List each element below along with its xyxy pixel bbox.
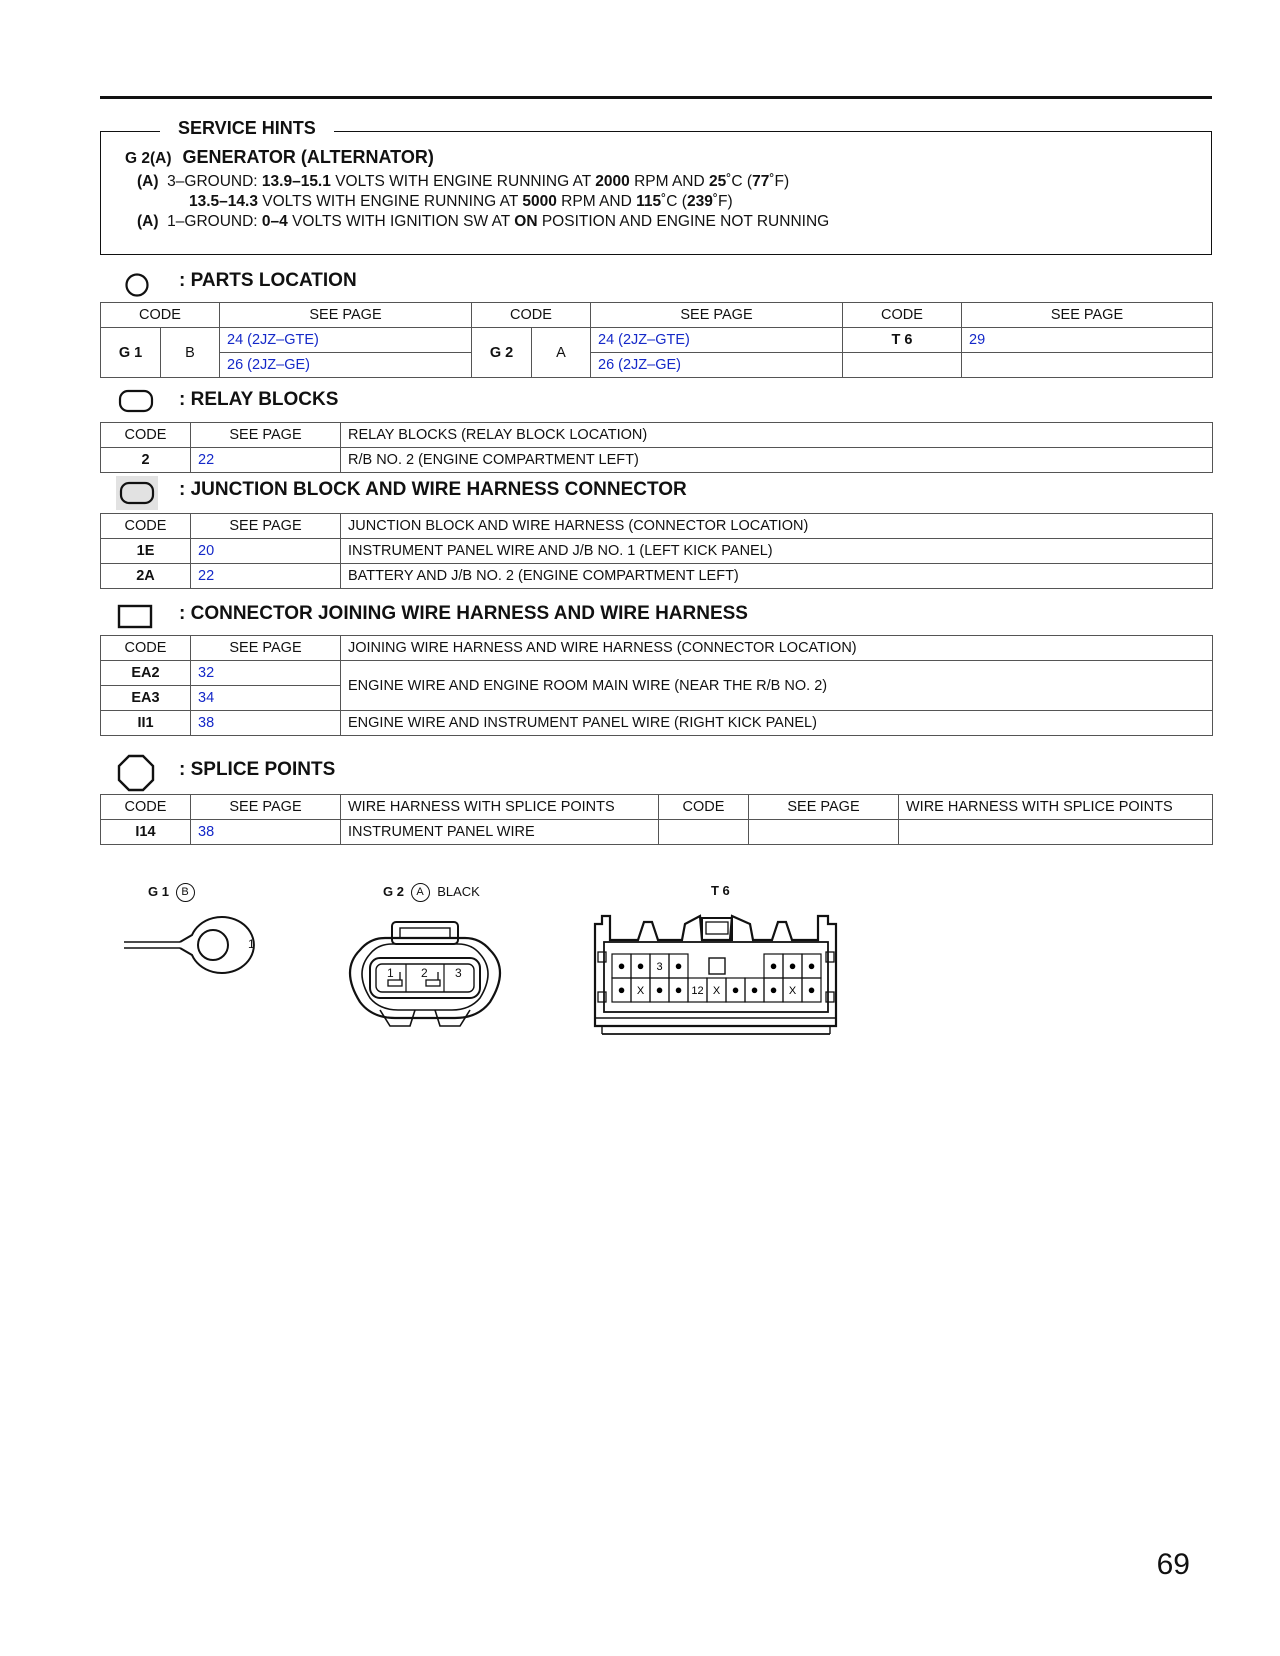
row-description: R/B NO. 2 (ENGINE COMPARTMENT LEFT): [341, 448, 1213, 473]
service-hints-title: SERVICE HINTS: [160, 118, 334, 139]
row-description: ENGINE WIRE AND ENGINE ROOM MAIN WIRE (NEAR THE R/B NO. 2): [341, 661, 1213, 711]
connector-code: G 2: [383, 883, 404, 899]
header-see-page: SEE PAGE: [962, 303, 1213, 328]
connector-g1-label: [148, 883, 195, 902]
hint-line-3: [137, 213, 829, 231]
header-see-page: SEE PAGE: [220, 303, 472, 328]
hint-value: 0–4: [261, 213, 288, 230]
empty-cell: [899, 820, 1213, 845]
table-row: [101, 661, 1213, 686]
hint-text: RPM AND: [561, 193, 632, 210]
header-code: CODE: [659, 795, 749, 820]
table-row: [101, 328, 1213, 353]
component-code: G 2(A): [125, 150, 172, 167]
t6-cavity-label: ●: [674, 982, 683, 997]
page-link-t6[interactable]: 29: [962, 328, 1213, 353]
splice-points-octagon-icon: [116, 753, 156, 793]
splice-points-table: [100, 794, 1213, 845]
page-link-g1-gte[interactable]: 24 (2JZ–GTE): [220, 328, 472, 353]
top-rule: [100, 96, 1212, 99]
t6-lock-tab: [709, 958, 725, 974]
component-name: GENERATOR (ALTERNATOR): [182, 147, 434, 167]
parts-location-circle-icon: [124, 272, 150, 298]
relay-blocks-table: [100, 422, 1213, 473]
row-description: BATTERY AND J/B NO. 2 (ENGINE COMPARTMENT LEFT): [341, 564, 1213, 589]
header-code: CODE: [472, 303, 591, 328]
hint-value: ON: [514, 213, 538, 230]
page-link[interactable]: 32: [191, 661, 341, 686]
hint-value: 77: [752, 173, 770, 190]
connector-letter-badge: A: [411, 883, 430, 902]
connector-color: BLACK: [437, 883, 480, 899]
hint-text: VOLTS WITH IGNITION SW AT: [292, 213, 510, 230]
header-code: CODE: [101, 423, 191, 448]
connector-g2-pin-3: 3: [455, 966, 462, 980]
junction-blocks-title: : JUNCTION BLOCK AND WIRE HARNESS CONNECTOR: [179, 479, 687, 500]
relay-blocks-title: : RELAY BLOCKS: [179, 389, 339, 410]
parts-location-table: [100, 302, 1213, 378]
hint-text: 1–GROUND:: [167, 213, 258, 230]
header-code: CODE: [101, 795, 191, 820]
hint-value: 13.5–14.3: [189, 193, 258, 210]
page-link-g2-ge[interactable]: 26 (2JZ–GE): [591, 353, 843, 378]
row-description: INSTRUMENT PANEL WIRE AND J/B NO. 1 (LEFT KICK PANEL): [341, 539, 1213, 564]
connector-joining-title: : CONNECTOR JOINING WIRE HARNESS AND WIRE HARNESS: [179, 603, 748, 624]
junction-blocks-table: [100, 513, 1213, 589]
t6-cavity-label: ●: [617, 982, 626, 997]
hint-value: 13.9–15.1: [261, 173, 331, 190]
row-code: 1E: [101, 539, 191, 564]
splice-points-title: : SPLICE POINTS: [179, 759, 336, 780]
connector-g2-pin-2: 2: [421, 966, 428, 980]
header-see-page: SEE PAGE: [591, 303, 843, 328]
row-description: INSTRUMENT PANEL WIRE: [341, 820, 659, 845]
table-row: [101, 564, 1213, 589]
code-g1-sub: B: [161, 328, 220, 378]
t6-cavity-label: ●: [750, 982, 759, 997]
header-code: CODE: [101, 514, 191, 539]
header-see-page: SEE PAGE: [191, 795, 341, 820]
connector-g1-pin: 1: [248, 937, 255, 951]
t6-cavity-label: ●: [807, 958, 816, 973]
connector-code: G 1: [148, 883, 169, 899]
row-description: ENGINE WIRE AND INSTRUMENT PANEL WIRE (RIGHT KICK PANEL): [341, 711, 1213, 736]
hint-value: 5000: [522, 193, 557, 210]
header-code: CODE: [101, 636, 191, 661]
t6-cavity-label: ●: [617, 958, 626, 973]
connector-g2-label: [383, 883, 480, 902]
t6-cavity-label: ●: [731, 982, 740, 997]
t6-cavity-label: ●: [769, 958, 778, 973]
table-header-row: [101, 795, 1213, 820]
header-see-page: SEE PAGE: [191, 423, 341, 448]
t6-cavity-label: ●: [674, 958, 683, 973]
row-code: II1: [101, 711, 191, 736]
empty-cell: [749, 820, 899, 845]
hint-text: ˚C (: [726, 173, 753, 190]
hint-text: RPM AND: [634, 173, 705, 190]
connector-letter-badge: B: [176, 883, 195, 902]
header-see-page: SEE PAGE: [191, 514, 341, 539]
header-see-page: SEE PAGE: [749, 795, 899, 820]
connector-joining-table: [100, 635, 1213, 736]
hint-value: 115: [636, 193, 662, 210]
table-header-row: [101, 514, 1213, 539]
page-link-g1-ge[interactable]: 26 (2JZ–GE): [220, 353, 472, 378]
connector-joining-icon: [117, 603, 155, 631]
empty-cell: [659, 820, 749, 845]
header-code: CODE: [101, 303, 220, 328]
parts-location-title: : PARTS LOCATION: [179, 270, 357, 291]
connector-t6-housing-diagram: [590, 912, 852, 1042]
hint-value: 239: [686, 193, 713, 210]
page-link[interactable]: 34: [191, 686, 341, 711]
table-header-row: [101, 636, 1213, 661]
t6-cavity-label: ●: [636, 958, 645, 973]
code-g1: G 1: [101, 328, 161, 378]
table-row: [101, 539, 1213, 564]
t6-cavity-label: X: [788, 985, 797, 997]
code-g2-sub: A: [532, 328, 591, 378]
hint-line-2: [189, 193, 733, 211]
hint-text: VOLTS WITH ENGINE RUNNING AT: [335, 173, 591, 190]
hint-text: POSITION AND ENGINE NOT RUNNING: [541, 213, 830, 230]
hint-prefix: (A): [137, 173, 159, 190]
code-t6: T 6: [843, 328, 962, 353]
hint-text: ˚F): [769, 173, 790, 190]
header-description: JUNCTION BLOCK AND WIRE HARNESS (CONNECTOR LOCATION): [341, 514, 1213, 539]
header-see-page: SEE PAGE: [191, 636, 341, 661]
header-description: JOINING WIRE HARNESS AND WIRE HARNESS (CONNECTOR LOCATION): [341, 636, 1213, 661]
row-code: 2: [101, 448, 191, 473]
row-code: I14: [101, 820, 191, 845]
table-row: [101, 820, 1213, 845]
hint-text: VOLTS WITH ENGINE RUNNING AT: [262, 193, 519, 210]
table-row: [101, 353, 1213, 378]
hint-prefix: (A): [137, 213, 159, 230]
t6-cavity-label: 12: [691, 985, 704, 997]
hint-text: ˚F): [712, 193, 733, 210]
header-description: WIRE HARNESS WITH SPLICE POINTS: [341, 795, 659, 820]
page-link[interactable]: 38: [191, 820, 341, 845]
t6-cavity-label: ●: [788, 958, 797, 973]
hint-value: 2000: [595, 173, 630, 190]
row-code: 2A: [101, 564, 191, 589]
page-link[interactable]: 38: [191, 711, 341, 736]
table-row: [101, 448, 1213, 473]
header-description: RELAY BLOCKS (RELAY BLOCK LOCATION): [341, 423, 1213, 448]
empty-cell: [843, 353, 962, 378]
hint-line-1: [137, 173, 789, 191]
hint-value: 25: [709, 173, 727, 190]
page-number: 69: [1156, 1548, 1190, 1581]
t6-cavity-label: X: [712, 985, 721, 997]
header-code: CODE: [843, 303, 962, 328]
t6-cavity-label: ●: [655, 982, 664, 997]
table-row: [101, 711, 1213, 736]
service-hints-component: [125, 147, 434, 168]
connector-g2-pin-1: 1: [387, 966, 394, 980]
header-description: WIRE HARNESS WITH SPLICE POINTS: [899, 795, 1213, 820]
page-link-g2-gte[interactable]: 24 (2JZ–GTE): [591, 328, 843, 353]
hint-text: ˚C (: [661, 193, 687, 210]
relay-block-icon: [118, 388, 154, 414]
junction-block-icon: [116, 476, 158, 510]
row-code: EA2: [101, 661, 191, 686]
connector-code: T 6: [711, 883, 730, 898]
row-code: EA3: [101, 686, 191, 711]
code-g2: G 2: [472, 328, 532, 378]
t6-cavity-label: ●: [769, 982, 778, 997]
table-header-row: [101, 423, 1213, 448]
hint-text: 3–GROUND:: [167, 173, 258, 190]
t6-cavity-label: 3: [656, 961, 663, 973]
page-link[interactable]: 20: [191, 539, 341, 564]
t6-cavity-label: ●: [807, 982, 816, 997]
page-link[interactable]: 22: [191, 564, 341, 589]
connector-t6-label: [711, 883, 730, 898]
t6-cavity-label: X: [636, 985, 645, 997]
page-link[interactable]: 22: [191, 448, 341, 473]
empty-cell: [962, 353, 1213, 378]
table-header-row: [101, 303, 1213, 328]
